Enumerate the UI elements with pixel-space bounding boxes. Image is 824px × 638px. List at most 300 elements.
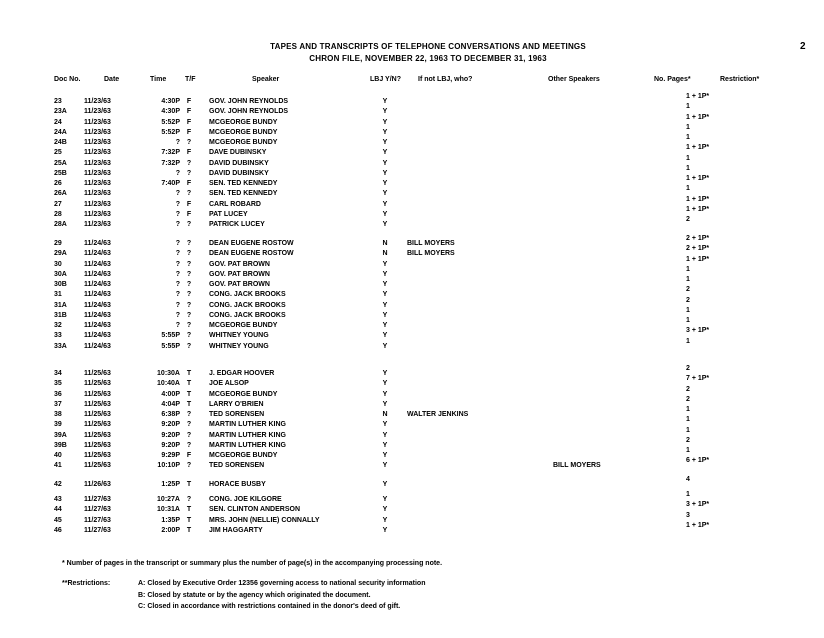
cell-page-count: 1 + 1P*	[686, 93, 710, 100]
cell-time: 7:32P	[161, 159, 180, 167]
table-row	[0, 476, 824, 491]
cell-page-count: 1	[686, 276, 690, 283]
cell-time: 5:55P	[161, 342, 180, 350]
cell-doc-number: 29	[54, 240, 62, 247]
cell-time: 1:35P	[161, 516, 180, 524]
table-row	[0, 457, 824, 472]
cell-doc-number: 41	[54, 462, 62, 470]
cell-doc-number: 23A	[54, 108, 67, 116]
cell-speaker: HORACE BUSBY	[209, 481, 266, 488]
cell-page-count: 1	[686, 447, 690, 454]
header-other-speakers: Other Speakers	[548, 76, 600, 83]
cell-doc-number: 25	[54, 149, 62, 157]
cell-date: 11/24/63	[84, 260, 111, 268]
cell-type-flag: F	[186, 180, 192, 187]
cell-page-count: 1	[686, 337, 690, 345]
cell-other-speakers: BILL MOYERS	[553, 462, 601, 470]
cell-doc-number: 42	[54, 481, 62, 488]
cell-date: 11/23/63	[84, 159, 111, 167]
cell-speaker: CONG. JOE KILGORE	[209, 496, 282, 503]
cell-time: ?	[175, 139, 180, 146]
cell-type-flag: T	[186, 481, 192, 488]
page-number: 2	[800, 41, 806, 52]
cell-page-count: 2	[686, 296, 690, 304]
cell-time: 4:00P	[161, 390, 180, 398]
cell-date: 11/23/63	[84, 108, 111, 116]
cell-speaker: MCGEORGE BUNDY	[209, 139, 278, 146]
cell-date: 11/25/63	[84, 462, 111, 470]
cell-type-flag: T	[186, 380, 192, 388]
cell-lbj-flag: Y	[382, 159, 388, 167]
cell-lbj-flag: Y	[382, 190, 388, 198]
cell-type-flag: ?	[186, 496, 192, 503]
cell-type-flag: T	[186, 390, 192, 398]
cell-page-count: 3	[686, 511, 690, 519]
cell-type-flag: ?	[186, 281, 192, 288]
cell-doc-number: 40	[54, 452, 62, 459]
cell-date: 11/23/63	[84, 190, 111, 198]
cell-time: ?	[175, 281, 180, 288]
cell-speaker: GOV. JOHN REYNOLDS	[209, 98, 289, 105]
cell-doc-number: 38	[54, 411, 62, 418]
cell-speaker: MCGEORGE BUNDY	[209, 390, 278, 398]
cell-date: 11/27/63	[84, 516, 111, 524]
restriction-c: C: Closed in accordance with restrictions contained in the donor's deed of gift.	[138, 603, 401, 610]
cell-date: 11/25/63	[84, 390, 111, 398]
cell-date: 11/23/63	[84, 139, 111, 146]
table-row	[0, 216, 824, 231]
cell-if-not-lbj: BILL MOYERS	[407, 240, 455, 247]
cell-page-count: 1	[686, 154, 690, 162]
cell-doc-number: 24	[54, 118, 62, 126]
cell-type-flag: ?	[186, 169, 192, 177]
cell-date: 11/23/63	[84, 128, 111, 136]
cell-lbj-flag: Y	[382, 210, 388, 218]
cell-type-flag: ?	[186, 342, 192, 350]
cell-speaker: MCGEORGE BUNDY	[209, 322, 278, 329]
cell-page-count: 2 + 1P*	[686, 235, 710, 242]
cell-time: 9:20P	[161, 431, 180, 439]
cell-doc-number: 31A	[54, 301, 67, 309]
cell-lbj-flag: Y	[382, 370, 388, 377]
cell-lbj-flag: Y	[382, 291, 388, 299]
cell-lbj-flag: Y	[382, 400, 388, 408]
cell-page-count: 1 + 1P*	[686, 255, 710, 263]
cell-speaker: LARRY O'BRIEN	[209, 400, 264, 408]
table-row	[0, 276, 824, 294]
table-row	[0, 296, 824, 312]
cell-date: 11/23/63	[84, 98, 111, 105]
cell-type-flag: F	[186, 128, 192, 136]
cell-time: 1:25P	[161, 481, 180, 488]
cell-speaker: CONG. JACK BROOKS	[209, 291, 286, 299]
cell-time: 7:32P	[161, 149, 180, 157]
cell-type-flag: F	[186, 118, 192, 126]
cell-lbj-flag: Y	[382, 481, 388, 488]
cell-lbj-flag: Y	[382, 526, 388, 534]
table-row	[0, 175, 824, 193]
cell-lbj-flag: Y	[382, 496, 388, 503]
cell-type-flag: ?	[186, 421, 192, 429]
cell-time: 10:30A	[157, 370, 180, 377]
cell-doc-number: 33	[54, 332, 62, 340]
restrictions-label: **Restrictions:	[62, 580, 111, 587]
cell-lbj-flag: Y	[382, 128, 388, 136]
cell-date: 11/25/63	[84, 411, 111, 418]
cell-time: 4:04P	[161, 400, 180, 408]
cell-type-flag: ?	[186, 260, 192, 268]
cell-page-count: 1	[686, 306, 690, 314]
cell-date: 11/24/63	[84, 301, 111, 309]
cell-doc-number: 28A	[54, 221, 67, 228]
cell-time: ?	[175, 301, 180, 309]
cell-date: 11/25/63	[84, 431, 111, 439]
cell-page-count: 1 + 1P*	[686, 113, 710, 121]
cell-time: ?	[175, 311, 180, 319]
cell-time: ?	[175, 200, 180, 208]
cell-lbj-flag: Y	[382, 200, 388, 208]
cell-lbj-flag: Y	[382, 139, 388, 146]
cell-lbj-flag: Y	[382, 118, 388, 126]
cell-speaker: MCGEORGE BUNDY	[209, 128, 278, 136]
cell-doc-number: 46	[54, 526, 62, 534]
cell-type-flag: ?	[186, 431, 192, 439]
cell-doc-number: 31	[54, 291, 62, 299]
cell-page-count: 4	[686, 476, 690, 483]
cell-doc-number: 26A	[54, 190, 67, 198]
table-row	[0, 327, 824, 342]
cell-doc-number: 34	[54, 370, 62, 377]
cell-speaker: TED SORENSEN	[209, 411, 265, 418]
cell-speaker: MRS. JOHN (NELLIE) CONNALLY	[209, 516, 320, 524]
cell-lbj-flag: Y	[382, 301, 388, 309]
table-row	[0, 93, 824, 111]
cell-page-count: 1	[686, 265, 690, 273]
document-title: TAPES AND TRANSCRIPTS OF TELEPHONE CONVERSATIONS AND MEETINGS	[270, 42, 586, 51]
cell-date: 11/23/63	[84, 118, 111, 126]
cell-lbj-flag: Y	[382, 441, 388, 449]
cell-time: 5:52P	[161, 118, 180, 126]
cell-time: ?	[175, 322, 180, 329]
cell-type-flag: ?	[186, 411, 192, 418]
cell-lbj-flag: Y	[382, 452, 388, 459]
header-time: Time	[150, 76, 167, 83]
cell-time: 10:10P	[157, 462, 180, 470]
cell-speaker: SEN. TED KENNEDY	[209, 180, 278, 187]
cell-speaker: TED SORENSEN	[209, 462, 265, 470]
cell-doc-number: 29A	[54, 250, 67, 258]
cell-doc-number: 36	[54, 390, 62, 398]
header-lbj: LBJ Y/N?	[370, 76, 401, 83]
cell-date: 11/24/63	[84, 240, 111, 247]
cell-lbj-flag: N	[382, 240, 388, 247]
cell-time: 5:52P	[161, 128, 180, 136]
cell-type-flag: ?	[186, 441, 192, 449]
cell-doc-number: 39A	[54, 431, 67, 439]
cell-lbj-flag: Y	[382, 516, 388, 524]
cell-speaker: MARTIN LUTHER KING	[209, 421, 286, 429]
cell-page-count: 1	[686, 185, 690, 193]
cell-speaker: WHITNEY YOUNG	[209, 332, 269, 340]
cell-lbj-flag: Y	[382, 431, 388, 439]
cell-page-count: 3 + 1P*	[686, 327, 710, 335]
cell-doc-number: 32	[54, 322, 62, 329]
cell-lbj-flag: Y	[382, 506, 388, 514]
cell-page-count: 1	[686, 491, 690, 498]
cell-speaker: DAVID DUBINSKY	[209, 169, 269, 177]
cell-date: 11/23/63	[84, 210, 111, 218]
cell-doc-number: 25B	[54, 169, 67, 177]
cell-speaker: MCGEORGE BUNDY	[209, 118, 278, 126]
cell-speaker: GOV. PAT BROWN	[209, 281, 270, 288]
cell-date: 11/26/63	[84, 481, 111, 488]
cell-speaker: DEAN EUGENE ROSTOW	[209, 240, 294, 247]
cell-type-flag: F	[186, 200, 192, 208]
table-row	[0, 385, 824, 401]
cell-lbj-flag: Y	[382, 180, 388, 187]
cell-doc-number: 24A	[54, 128, 67, 136]
header-tf: T/F	[185, 76, 196, 83]
cell-page-count: 1	[686, 164, 690, 172]
cell-type-flag: ?	[186, 139, 192, 146]
cell-page-count: 1	[686, 317, 690, 324]
table-row	[0, 205, 824, 221]
cell-date: 11/24/63	[84, 322, 111, 329]
cell-date: 11/25/63	[84, 452, 111, 459]
cell-lbj-flag: N	[382, 250, 388, 258]
header-doc-no: Doc No.	[54, 76, 81, 83]
cell-lbj-flag: Y	[382, 149, 388, 157]
cell-time: ?	[175, 250, 180, 258]
cell-date: 11/24/63	[84, 250, 111, 258]
cell-page-count: 6 + 1P*	[686, 457, 710, 465]
cell-page-count: 1 + 1P*	[686, 521, 710, 529]
cell-speaker: JOE ALSOP	[209, 380, 249, 388]
cell-type-flag: ?	[186, 301, 192, 309]
cell-time: 9:20P	[161, 421, 180, 429]
cell-lbj-flag: Y	[382, 260, 388, 268]
cell-date: 11/23/63	[84, 180, 111, 187]
table-row	[0, 395, 824, 411]
cell-time: ?	[175, 291, 180, 299]
cell-doc-number: 39B	[54, 441, 67, 449]
cell-time: ?	[175, 221, 180, 228]
table-row	[0, 154, 824, 170]
cell-lbj-flag: Y	[382, 221, 388, 228]
table-row	[0, 521, 824, 537]
cell-lbj-flag: Y	[382, 270, 388, 278]
cell-page-count: 1 + 1P*	[686, 195, 710, 203]
cell-type-flag: F	[186, 108, 192, 116]
cell-lbj-flag: Y	[382, 169, 388, 177]
cell-time: 4:30P	[161, 98, 180, 105]
cell-date: 11/23/63	[84, 200, 111, 208]
table-row	[0, 436, 824, 452]
cell-lbj-flag: Y	[382, 462, 388, 470]
cell-page-count: 1	[686, 134, 690, 141]
cell-date: 11/27/63	[84, 506, 111, 514]
cell-date: 11/25/63	[84, 400, 111, 408]
table-row	[0, 255, 824, 271]
table-row	[0, 144, 824, 159]
cell-doc-number: 31B	[54, 311, 67, 319]
cell-time: 4:30P	[161, 108, 180, 116]
cell-page-count: 1	[686, 426, 690, 434]
cell-doc-number: 30B	[54, 281, 67, 288]
cell-time: ?	[175, 210, 180, 218]
cell-page-count: 1	[686, 416, 690, 424]
cell-doc-number: 45	[54, 516, 62, 524]
cell-speaker: MARTIN LUTHER KING	[209, 441, 286, 449]
table-row	[0, 123, 824, 139]
cell-speaker: GOV. PAT BROWN	[209, 260, 270, 268]
cell-type-flag: ?	[186, 462, 192, 470]
cell-page-count: 1	[686, 406, 690, 413]
cell-speaker: CARL ROBARD	[209, 200, 261, 208]
cell-speaker: MARTIN LUTHER KING	[209, 431, 286, 439]
cell-type-flag: ?	[186, 322, 192, 329]
cell-lbj-flag: N	[382, 411, 388, 418]
cell-lbj-flag: Y	[382, 380, 388, 388]
cell-page-count: 2	[686, 216, 690, 223]
cell-if-not-lbj: BILL MOYERS	[407, 250, 455, 258]
cell-page-count: 2 + 1P*	[686, 245, 710, 253]
cell-lbj-flag: Y	[382, 342, 388, 350]
cell-time: ?	[175, 190, 180, 198]
cell-date: 11/23/63	[84, 221, 111, 228]
cell-lbj-flag: Y	[382, 281, 388, 288]
cell-type-flag: ?	[186, 190, 192, 198]
cell-time: 7:40P	[161, 180, 180, 187]
table-row	[0, 416, 824, 431]
cell-page-count: 1	[686, 123, 690, 131]
cell-time: 9:20P	[161, 441, 180, 449]
cell-date: 11/24/63	[84, 291, 111, 299]
cell-type-flag: ?	[186, 221, 192, 228]
cell-page-count: 7 + 1P*	[686, 375, 710, 383]
cell-speaker: PATRICK LUCEY	[209, 221, 265, 228]
cell-lbj-flag: Y	[382, 98, 388, 105]
cell-date: 11/23/63	[84, 169, 111, 177]
cell-doc-number: 35	[54, 380, 62, 388]
cell-doc-number: 28	[54, 210, 62, 218]
cell-lbj-flag: Y	[382, 332, 388, 340]
cell-page-count: 3 + 1P*	[686, 501, 710, 509]
document-subtitle: CHRON FILE, NOVEMBER 22, 1963 TO DECEMBER 31, 1963	[309, 54, 547, 63]
cell-page-count: 2	[686, 395, 690, 403]
cell-doc-number: 23	[54, 98, 62, 105]
cell-speaker: DEAN EUGENE ROSTOW	[209, 250, 294, 258]
cell-type-flag: F	[186, 149, 192, 157]
cell-time: ?	[175, 240, 180, 247]
cell-type-flag: ?	[186, 240, 192, 247]
table-row	[0, 375, 824, 390]
cell-date: 11/23/63	[84, 149, 111, 157]
cell-type-flag: ?	[186, 250, 192, 258]
cell-time: ?	[175, 270, 180, 278]
cell-speaker: GOV. PAT BROWN	[209, 270, 270, 278]
cell-speaker: PAT LUCEY	[209, 210, 248, 218]
table-row	[0, 286, 824, 301]
cell-time: 2:00P	[161, 526, 180, 534]
cell-type-flag: ?	[186, 332, 192, 340]
cell-type-flag: F	[186, 210, 192, 218]
cell-lbj-flag: Y	[382, 322, 388, 329]
table-row	[0, 406, 824, 424]
cell-page-count: 2	[686, 385, 690, 393]
cell-type-flag: ?	[186, 291, 192, 299]
cell-type-flag: T	[186, 516, 192, 524]
header-date: Date	[104, 76, 120, 83]
cell-lbj-flag: Y	[382, 108, 388, 116]
header-speaker: Speaker	[252, 76, 280, 83]
cell-speaker: CONG. JACK BROOKS	[209, 311, 286, 319]
cell-speaker: DAVE DUBINSKY	[209, 149, 267, 157]
cell-date: 11/24/63	[84, 281, 111, 288]
cell-date: 11/25/63	[84, 370, 111, 377]
cell-type-flag: T	[186, 370, 192, 377]
cell-date: 11/24/63	[84, 332, 111, 340]
cell-page-count: 1	[686, 103, 690, 111]
cell-speaker: MCGEORGE BUNDY	[209, 452, 278, 459]
cell-time: 10:31A	[157, 506, 180, 514]
table-row	[0, 265, 824, 281]
header-no-pages: No. Pages*	[654, 76, 691, 83]
cell-date: 11/24/63	[84, 270, 111, 278]
cell-type-flag: ?	[186, 159, 192, 167]
cell-time: 9:29P	[161, 452, 180, 459]
cell-time: ?	[175, 169, 180, 177]
table-row	[0, 426, 824, 442]
cell-date: 11/24/63	[84, 311, 111, 319]
cell-date: 11/25/63	[84, 421, 111, 429]
cell-type-flag: ?	[186, 311, 192, 319]
cell-date: 11/27/63	[84, 496, 111, 503]
cell-type-flag: T	[186, 400, 192, 408]
cell-doc-number: 37	[54, 400, 62, 408]
cell-type-flag: T	[186, 526, 192, 534]
cell-lbj-flag: Y	[382, 311, 388, 319]
cell-page-count: 2	[686, 365, 690, 372]
table-row	[0, 113, 824, 129]
cell-lbj-flag: Y	[382, 421, 388, 429]
cell-type-flag: F	[186, 98, 192, 105]
cell-lbj-flag: Y	[382, 390, 388, 398]
cell-page-count: 1 + 1P*	[686, 205, 710, 213]
cell-doc-number: 33A	[54, 342, 67, 350]
cell-speaker: J. EDGAR HOOVER	[209, 370, 275, 377]
cell-date: 11/25/63	[84, 380, 111, 388]
cell-doc-number: 39	[54, 421, 62, 429]
cell-time: ?	[175, 260, 180, 268]
cell-type-flag: T	[186, 506, 192, 514]
cell-type-flag: F	[186, 452, 192, 459]
cell-speaker: DAVID DUBINSKY	[209, 159, 269, 167]
cell-speaker: JIM HAGGARTY	[209, 526, 263, 534]
table-row	[0, 337, 824, 353]
table-row	[0, 306, 824, 322]
cell-if-not-lbj: WALTER JENKINS	[407, 411, 469, 418]
cell-doc-number: 27	[54, 200, 62, 208]
cell-doc-number: 44	[54, 506, 62, 514]
cell-doc-number: 26	[54, 180, 62, 187]
cell-speaker: WHITNEY YOUNG	[209, 342, 269, 350]
cell-time: 10:40A	[157, 380, 180, 388]
cell-page-count: 1 + 1P*	[686, 175, 710, 182]
cell-date: 11/24/63	[84, 342, 111, 350]
cell-type-flag: ?	[186, 270, 192, 278]
cell-speaker: SEN. CLINTON ANDERSON	[209, 506, 301, 514]
